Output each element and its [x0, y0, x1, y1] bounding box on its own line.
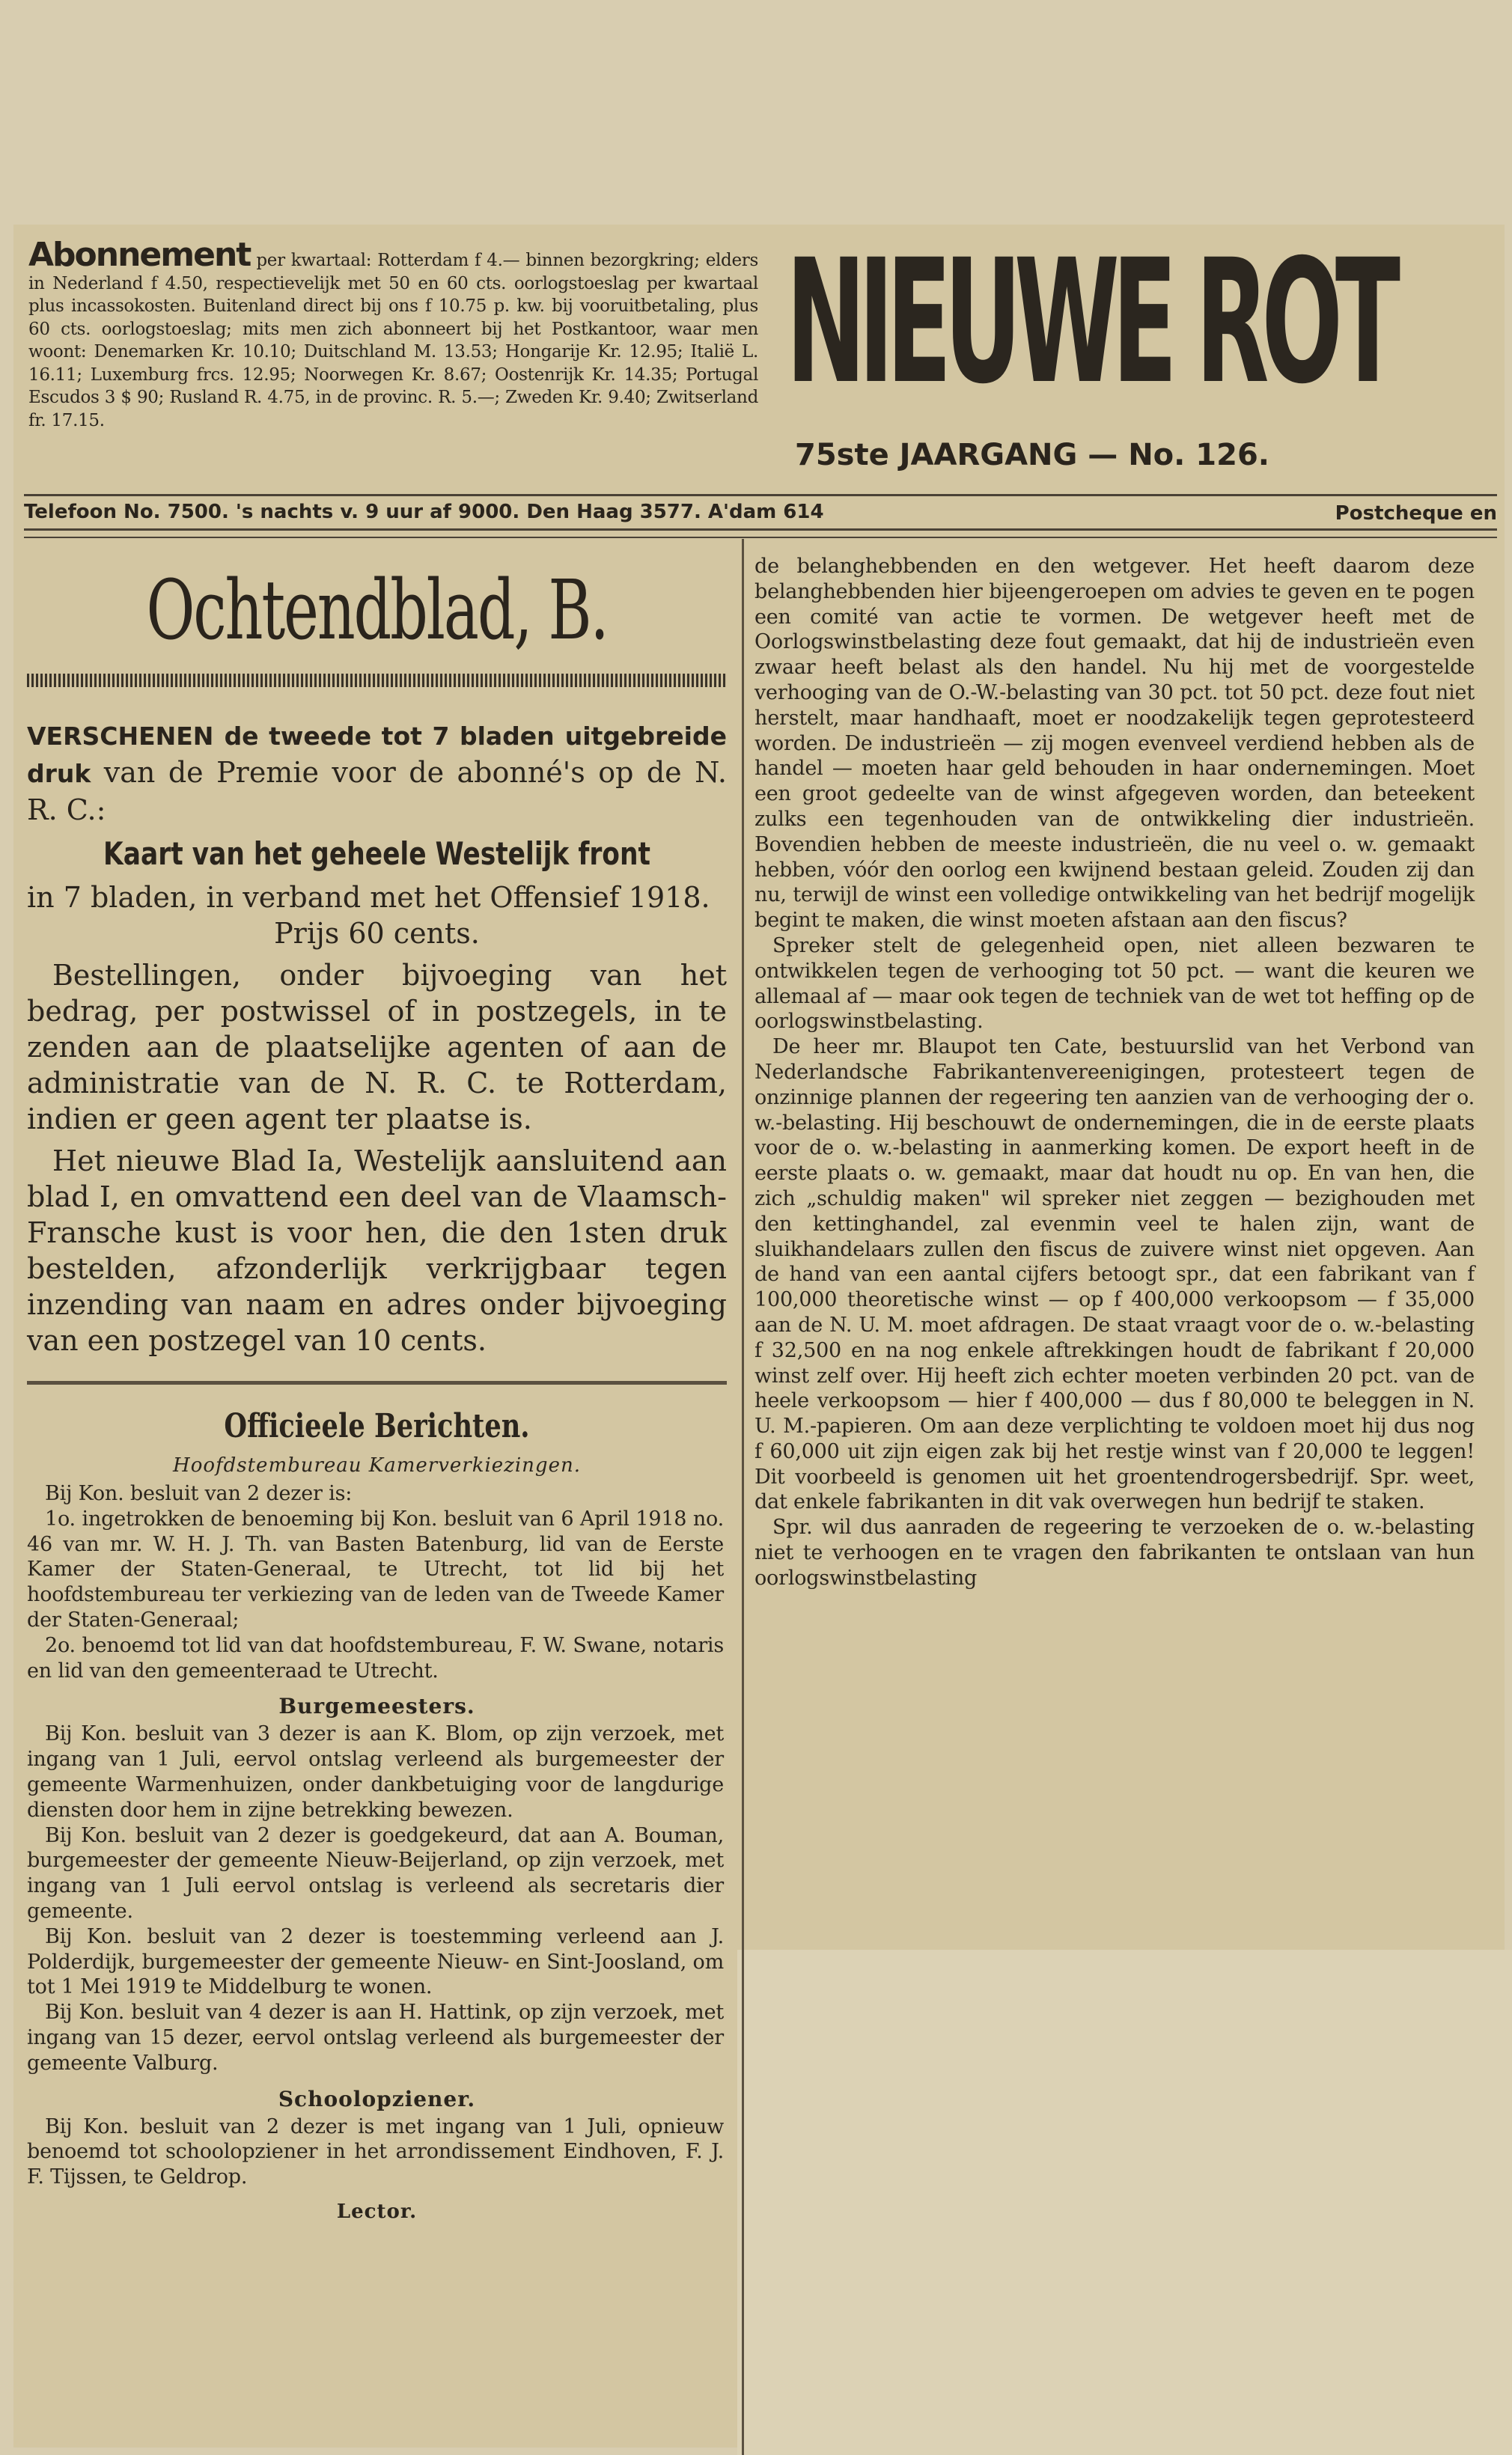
postcheque-info: Postcheque en [1335, 502, 1497, 525]
header-rule [24, 528, 1497, 538]
hoofdstembureau-heading: Hoofdstembureau Kamerverkiezingen. [173, 1454, 581, 1477]
order-instructions: Bestellingen, onder bijvoeging van het bedrag, per postwissel of in postzegels, in te zenden aan de plaatselijke agenten of aan de administratie van de N. R. C. te Rotterdam, indien er geen agent ter plaatse is. [27, 959, 727, 1135]
paragraph: Bij Kon. besluit van 4 dezer is aan H. Hattink, op zijn verzoek, met ingang van 15 dezer, eervol ontslag verleend als burgemeester der gemeente Valburg. [27, 2001, 724, 2075]
telephone-bar [24, 494, 1497, 523]
section-divider [27, 1381, 727, 1385]
verschenen-label: VERSCHENEN [27, 722, 214, 751]
schoolopziener-heading: Schoolopziener. [278, 2086, 476, 2111]
paragraph: 2o. benoemd tot lid van dat hoofdstembureau, F. W. Swane, notaris en lid van den gemeenteraad te Utrecht. [27, 1633, 724, 1683]
map-subtitle: in 7 bladen, in verband met het Offensief 1918. [27, 881, 710, 914]
right-column [755, 554, 1475, 1591]
paragraph: Bij Kon. besluit van 2 dezer is toestemming verleend aan J. Polderdijk, burgemeester der gemeente Nieuw- en Sint-Joosland, om tot 1 Mei 1919 te Middelburg te wonen. [27, 1924, 724, 1999]
edition-title: Ochtendblad, B. [146, 562, 608, 658]
paragraph: 1o. ingetrokken de benoeming bij Kon. besluit van 6 April 1918 no. 46 van mr. W. H. J. Th. van Basten Batenburg, lid van de Eerste Kamer der Staten-Generaal, te Utrecht, tot lid bij het hoofdstembureau ter verkiezing van de leden van de Tweede Kamer der Staten-Generaal; [27, 1507, 724, 1632]
verschenen-rest: van de Premie voor de abonné's op de N. R. C.: [27, 756, 727, 826]
left-column [19, 539, 734, 2226]
paragraph: de belanghebbenden en den wetgever. Het heeft daarom deze belanghebbenden hier bijeengeroepen om advies te geven en te pogen een comité van actie te vormen. De wetgever heeft met de Oorlogswinstbelasting deze fout gemaakt, dat hij de industrieën even zwaar heeft belast als den handel. Nu hij met de voorgestelde verhooging van de O.-W.-belasting van 30 pct. tot 50 pct. deze fout niet herstelt, maar handhaaft, moet er noodzakelijk tegen geprotesteerd worden. De industrieën — zij mogen evenveel verdiend hebben als de handel — moeten haar geld behouden in haar ondernemingen. Moet een groot gedeelte van de winst afgegeven worden, dan beteekent zulks een tegenhouden van de ontwikkeling dier industrieën. Bovendien hebben de meeste industrieën, die nu veel o. w. gemaakt hebben, vóór den oorlog een kwijnend bestaan geleid. Zouden zij dan nu, terwijl de winst een volledige ontwikkeling van het bedrijf mogelijk begint te maken, die winst moeten afstaan aan den fiscus? [755, 555, 1475, 933]
map-title: Kaart van het geheele Westelijk front [103, 835, 650, 872]
subscription-notice [28, 236, 758, 432]
newspaper-title: NIEUWE ROT [786, 222, 1393, 421]
column-separator [742, 539, 744, 2455]
paragraph: Bij Kon. besluit van 2 dezer is: [45, 1482, 353, 1505]
paragraph: Bij Kon. besluit van 3 dezer is aan K. Blom, op zijn verzoek, met ingang van 1 Juli, eervol ontslag verleend als burgemeester der gemeente Warmenhuizen, onder dankbetuiging voor de langdurige diensten door hem in zijne betrekking bewezen. [27, 1722, 724, 1822]
lector-heading: Lector. [336, 2200, 418, 2223]
subscription-text: per kwartaal: Rotterdam f 4.— binnen bezorgkring; elders in Nederland f 4.50, respectievelijk met 50 en 60 cts. oorlogstoeslag per kwartaal plus incassokosten. Buitenland direct bij ons f 10.75 p. kw. bij vooruitbetaling, plus 60 cts. oorlogstoeslag; mits men zich abonneert bij het Postkantoor, waar men woont: Denemarken Kr. 10.10; Duitschland M. 13.53; Hongarije Kr. 12.95; Italië L. 16.11; Luxemburg frcs. 12.95; Noorwegen Kr. 8.67; Oostenrijk Kr. 14.35; Portugal Escudos 3 $ 90; Rusland R. 4.75, in de provinc. R. 5.—; Zweden Kr. 9.40; Zwitserland fr. 17.15. [28, 251, 758, 430]
burgemeesters-body [19, 1721, 734, 2076]
paragraph: Bij Kon. besluit van 2 dezer is goedgekeurd, dat aan A. Bouman, burgemeester der gemeente Nieuw-Beijerland, op zijn verzoek, met ingang van 1 Juli eervol ontslag is verleend als secretaris dier gemeente. [27, 1823, 724, 1923]
subscription-label: Abonnement [28, 236, 251, 274]
verschenen-bladen: de tweede tot 7 bladen [224, 722, 555, 751]
verschenen-druk: uitgebreide druk [27, 722, 727, 788]
hoofdstembureau-body [19, 1481, 734, 1683]
paragraph: Spreker stelt de gelegenheid open, niet alleen bezwaren te ontwikkelen tegen de verhooging tot 50 pct. — want die keuren we allemaal af — maar ook tegen de techniek van de wet tot heffing op de oorlogswinstbelasting. [755, 933, 1475, 1034]
page-background [737, 1950, 1512, 2455]
telephone-info: Telefoon No. 7500. 's nachts v. 9 uur af 9000. Den Haag 3577. A'dam 614 [24, 501, 824, 523]
price: Prijs 60 cents. [274, 917, 480, 950]
burgemeesters-heading: Burgemeesters. [278, 1694, 475, 1719]
volume-number: 75ste JAARGANG — No. 126. [795, 438, 1269, 472]
hatch-divider [27, 674, 727, 687]
official-reports-heading: Officieele Berichten. [224, 1407, 530, 1445]
premium-announcement [19, 717, 734, 828]
paragraph: De heer mr. Blaupot ten Cate, bestuurslid van het Verbond van Nederlandsche Fabrikantenvereenigingen, protesteert tegen de onzinnige plannen der regeering ten aanzien van de verhooging der o. w.-belasting. Hij beschouwt de ondernemingen, die in de eerste plaats voor de o. w.-belasting in aanmerking komen. De export heeft in de eerste plaats o. w. gemaakt, maar dat houdt nu op. En van hen, die zich „schuldig maken" wil spreker niet zeggen — bezighouden met den kettinghandel, zal evenmin veel te halen zijn, want de sluikhandelaars zullen den fiscus de zuivere winst niet opgeven. Aan de hand van een aantal cijfers betoogt spr., dat een fabrikant van f 100,000 theoretische winst — op f 400,000 verkoopsom — f 35,000 aan de N. U. M. moet afdragen. De staat vraagt voor de o. w.-belasting f 32,500 en na nog enkele aftrekkingen houdt de fabrikant f 20,000 winst zelf over. Hij heeft zich echter moeten verbinden 20 pct. van de heele verkoopsom — hier f 400,000 — dus f 80,000 te beleggen in N. U. M.-papieren. Om aan deze verplichting te voldoen moet hij dus nog f 60,000 uit zijn eigen zak bij het restje winst van f 20,000 te leggen! Dit voorbeeld is genomen uit het groentendrogersbedrijf. Spr. weet, dat enkele fabrikanten in dit vak overwegen hun bedrijf te staken. [755, 1035, 1475, 1514]
paragraph: Spr. wil dus aanraden de regeering te verzoeken de o. w.-belasting niet te verhoogen en te vragen den fabrikanten te ontslaan van hun oorlogswinstbelasting [755, 1516, 1475, 1590]
paragraph: Bij Kon. besluit van 2 dezer is met ingang van 1 Juli, opnieuw benoemd tot schoolopziener in het arrondissement Eindhoven, F. J. F. Tijssen, te Geldrop. [27, 2114, 724, 2189]
schoolopziener-body [19, 2114, 734, 2190]
new-sheet-notice: Het nieuwe Blad Ia, Westelijk aansluitend aan blad I, en omvattend een deel van de Vlaamsch-Fransche kust is voor hen, die den 1sten druk bestelden, afzonderlijk verkrijgbaar tegen inzending van naam en adres onder bijvoeging van een postzegel van 10 cents. [27, 1144, 727, 1357]
